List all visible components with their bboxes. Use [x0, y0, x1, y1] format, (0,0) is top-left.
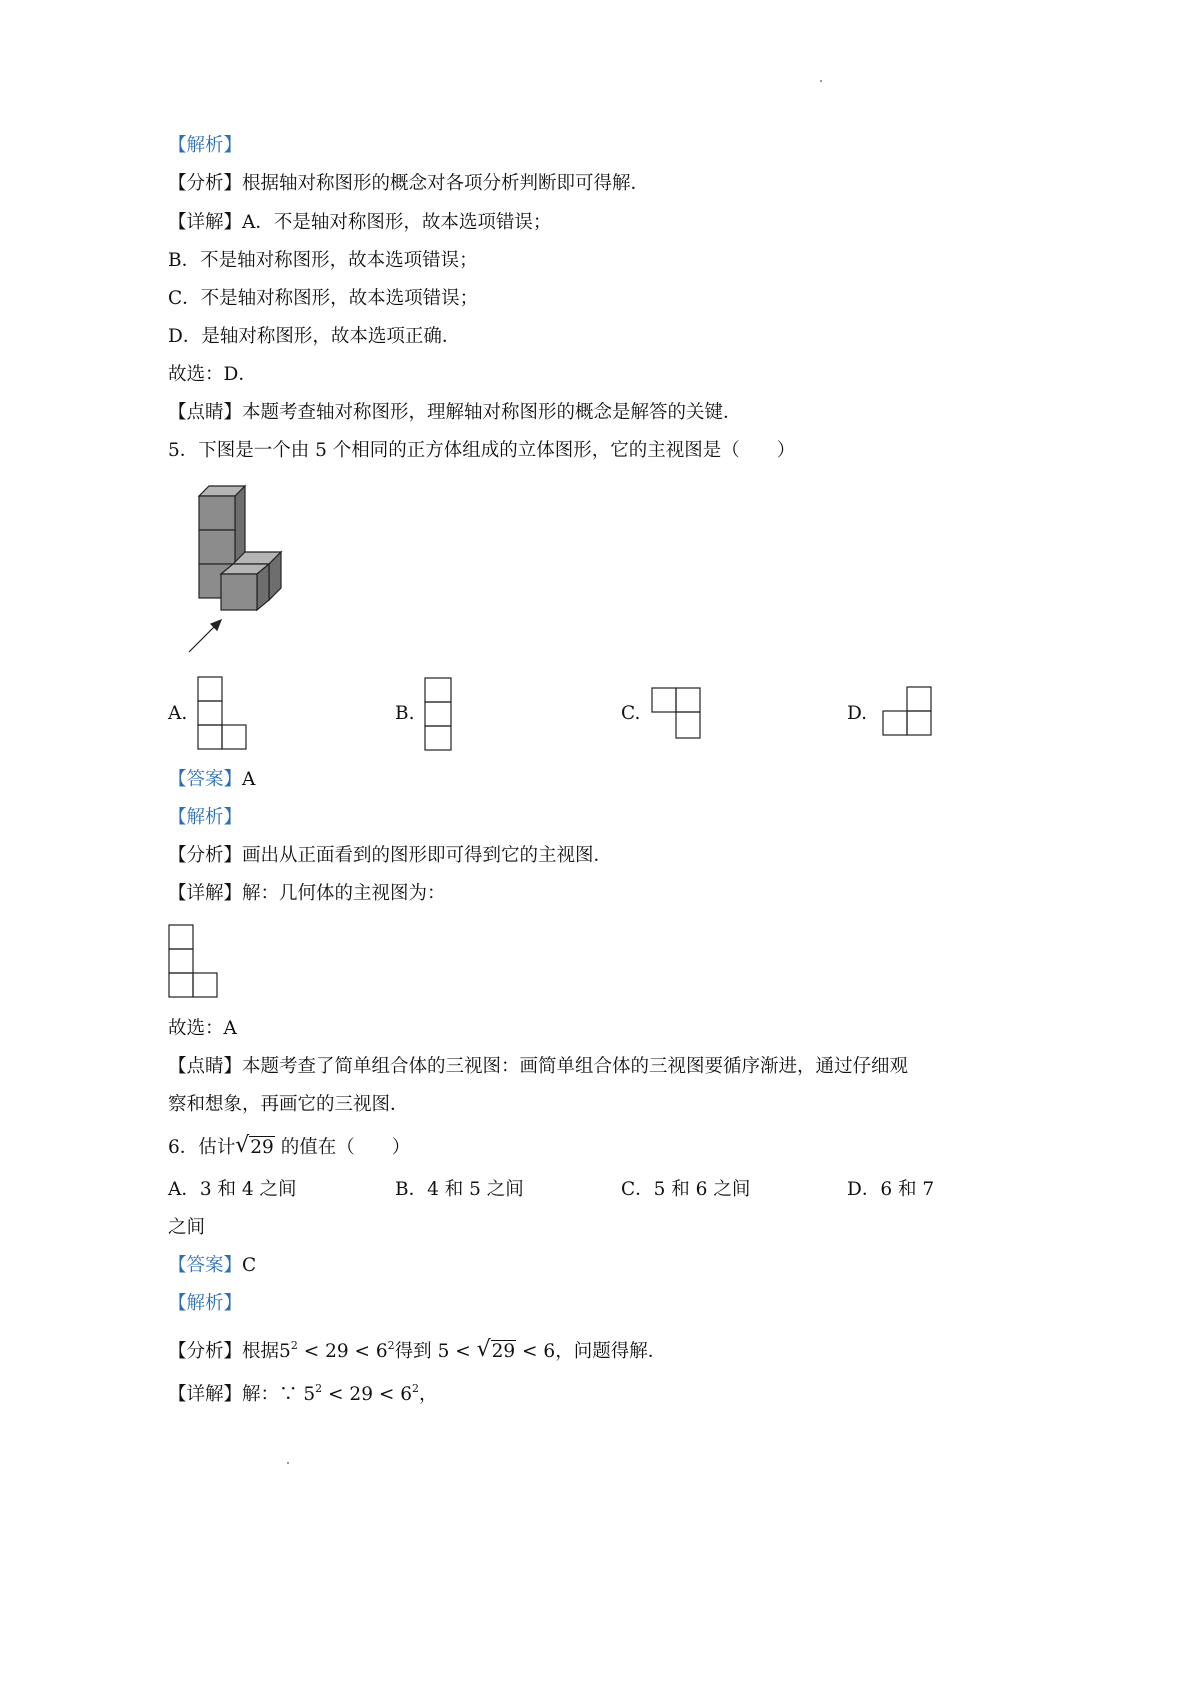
tag-fenxi: 【分析】	[168, 173, 243, 194]
q6-prefix: 6．估计	[168, 1137, 236, 1158]
tag-jiexi: 【解析】	[168, 1293, 243, 1314]
tag-daan: 【答案】	[168, 1255, 243, 1276]
q6-fenxi-5: 5	[279, 1341, 291, 1362]
q5-dianjing-text-2: 察和想象，再画它的三视图．	[168, 1094, 409, 1115]
q6-option-c: C．5 和 6 之间	[621, 1179, 751, 1200]
q6-fenxi-ineq-left: 5 <	[437, 1341, 471, 1362]
q6-fenxi-sqrt	[476, 1337, 517, 1364]
q6-fenxi-radicand: 29	[491, 1341, 516, 1362]
q6-answer: C	[242, 1255, 257, 1276]
q6-xiangjie-line	[168, 1377, 438, 1407]
q6-answer-line	[168, 1254, 256, 1278]
tag-xiangjie: 【详解】	[168, 883, 243, 904]
q5-fenxi-line	[168, 844, 612, 868]
q5-option-a-label: A.	[168, 703, 188, 724]
q5-guxuan-line: 故选：A	[168, 1018, 237, 1039]
q5-solution-figure	[167, 923, 221, 1001]
q6-fenxi-mid: < 29 < 6	[297, 1341, 388, 1362]
q6-xiangjie-text: 解：∵ 5	[242, 1384, 316, 1405]
q5-option-a-figure	[196, 675, 250, 751]
q6-xiangjie-sup-b: 2	[412, 1382, 420, 1395]
fenxi-text: 根据轴对称图形的概念对各项分析判断即可得解．	[242, 173, 650, 194]
q5-xiangjie-line	[168, 882, 446, 906]
q5-fenxi-text: 画出从正面看到的图形即可得到它的主视图．	[242, 845, 613, 866]
q5-answer: A	[242, 769, 256, 790]
q6-suffix: 的值在（ ）	[280, 1137, 411, 1158]
tag-fenxi: 【分析】	[168, 1341, 243, 1362]
q6-fenxi-sup-b: 2	[387, 1339, 395, 1352]
page-mark-top	[820, 80, 822, 82]
q6-jiexi-line	[168, 1292, 242, 1316]
q6-option-a: A．3 和 4 之间	[168, 1179, 297, 1200]
sqrt-symbol: √	[476, 1337, 491, 1362]
q6-fenxi-ineq-right: < 6	[522, 1341, 556, 1362]
question-5: 5．下图是一个由 5 个相同的正方体组成的立体图形，它的主视图是（ ）	[168, 440, 796, 461]
tag-dianjing: 【点睛】	[168, 1056, 243, 1077]
q6-option-d: D．6 和 7	[847, 1179, 935, 1200]
q4-fenxi-line	[168, 172, 649, 196]
q6-xiangjie-sup-a: 2	[315, 1382, 323, 1395]
q6-option-b: B．4 和 5 之间	[395, 1179, 524, 1200]
q4-xiangjie-line	[168, 211, 551, 235]
q6-radicand: 29	[250, 1137, 274, 1158]
q4-dianjing-line	[168, 401, 742, 425]
q5-answer-line	[168, 768, 255, 792]
tag-dianjing: 【点睛】	[168, 402, 243, 423]
cube-solid-figure	[185, 480, 295, 660]
q6-fenxi-text-2: 得到	[394, 1341, 432, 1362]
q5-option-b-label: B.	[395, 703, 415, 724]
tag-daan: 【答案】	[168, 769, 243, 790]
page-mark-bottom	[287, 1462, 289, 1464]
q5-option-d-figure	[879, 685, 935, 739]
q6-fenxi-line	[168, 1334, 666, 1364]
tag-xiangjie: 【详解】	[168, 212, 243, 233]
q6-xiangjie-end: ，	[419, 1384, 438, 1405]
xiangjie-text: A．不是轴对称图形，故本选项错误；	[242, 212, 552, 233]
q5-dianjing-text-1: 本题考查了简单组合体的三视图：画简单组合体的三视图要循序渐进，通过仔细观	[242, 1056, 909, 1077]
q6-fenxi-sup-a: 2	[290, 1339, 298, 1352]
dianjing-text: 本题考查轴对称图形，理解轴对称图形的概念是解答的关键．	[242, 402, 742, 423]
q6-option-d-cont: 之间	[168, 1217, 206, 1238]
q5-xiangjie-text: 解：几何体的主视图为：	[242, 883, 446, 904]
sqrt-symbol: √	[235, 1133, 250, 1158]
tag-jiexi: 【解析】	[168, 807, 243, 828]
q5-jiexi-line	[168, 806, 242, 830]
tag-fenxi: 【分析】	[168, 845, 243, 866]
q4-option-b-line: B．不是轴对称图形，故本选项错误；	[168, 250, 478, 271]
q6-fenxi-text-1: 根据	[242, 1341, 280, 1362]
q6-xiangjie-mid: < 29 < 6	[322, 1384, 413, 1405]
q5-dianjing-line	[168, 1055, 908, 1079]
q5-option-d-label: D.	[847, 703, 868, 724]
analysis-heading	[168, 134, 242, 158]
q4-option-d-line: D．是轴对称图形，故本选项正确．	[168, 326, 461, 347]
q5-option-c-label: C.	[621, 703, 641, 724]
tag-jiexi: 【解析】	[168, 135, 243, 156]
q5-option-b-figure	[423, 676, 453, 754]
q6-fenxi-text-3: ，问题得解．	[555, 1341, 667, 1362]
q4-option-c-line: C．不是轴对称图形，故本选项错误；	[168, 288, 479, 309]
question-6	[168, 1133, 411, 1160]
tag-xiangjie: 【详解】	[168, 1384, 243, 1405]
q6-sqrt	[235, 1133, 275, 1160]
q5-option-c-figure	[650, 686, 704, 742]
q4-answer-line: 故选：D．	[168, 364, 257, 385]
